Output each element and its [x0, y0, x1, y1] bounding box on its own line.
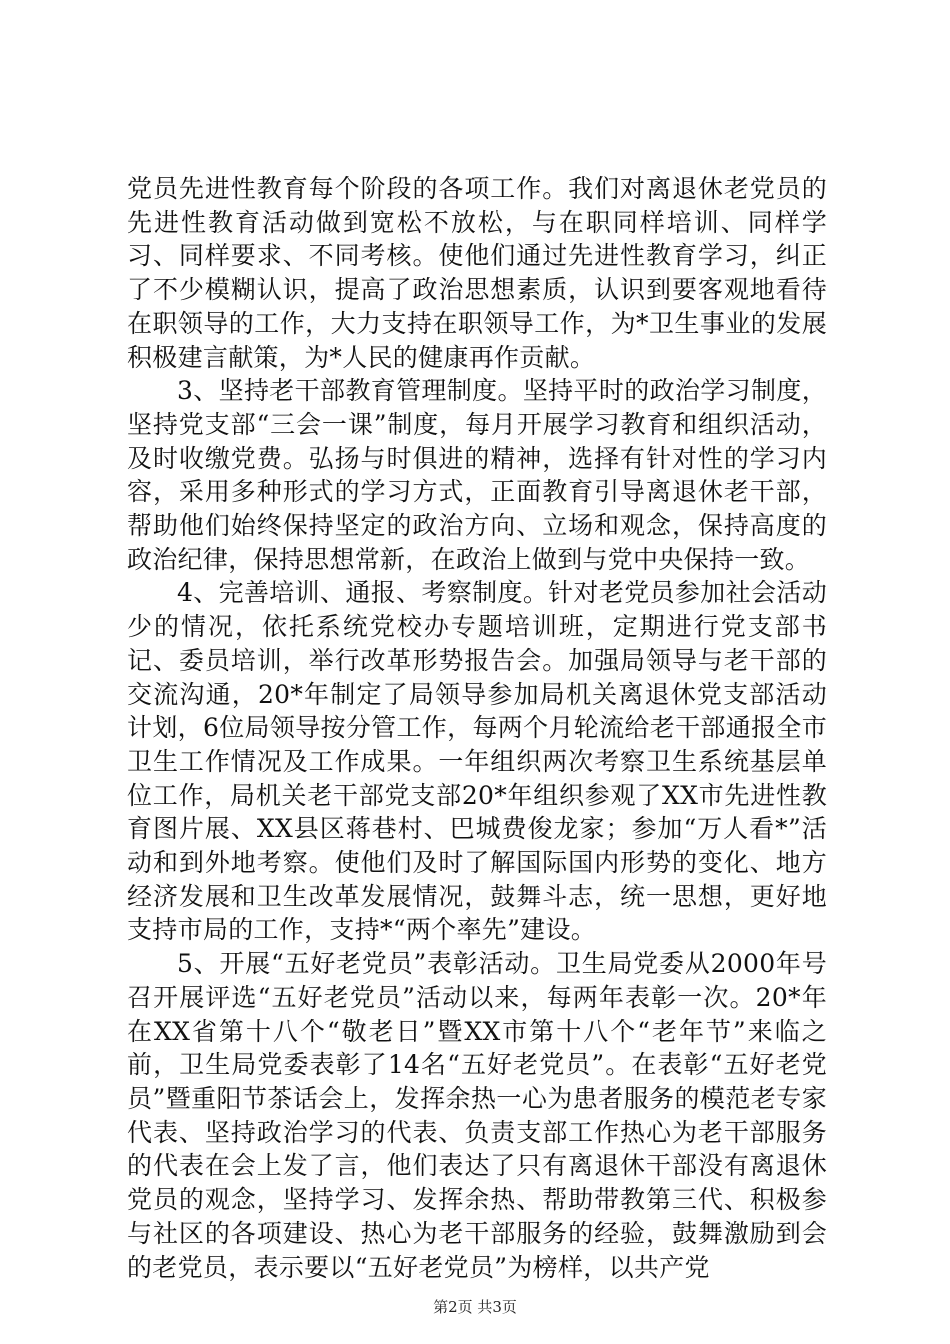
paragraph-item-3: 3、坚持老干部教育管理制度。坚持平时的政治学习制度，坚持党支部“三会一课”制度，每月开展学习教育和组织活动，及时收缴党费。弘扬与时俱进的精神，选择有针对性的学习内容，采用多种形式的学习方式，正面教育引导离退休老干部，帮助他们始终保持坚定的政治方向、立场和观念，保持高度的政治纪律，保持思想常新，在政治上做到与党中央保持一致。 — [127, 376, 827, 574]
paragraph-item-4: 4、完善培训、通报、考察制度。针对老党员参加社会活动少的情况，依托系统党校办专题培训班，定期进行党支部书记、委员培训，举行改革形势报告会。加强局领导与老干部的交流沟通，20*年制定了局领导参加局机关离退休党支部活动计划，6位局领导按分管工作，每两个月轮流给老干部通报全市卫生工作情况及工作成果。一年组织两次考察卫生系统基层单位工作，局机关老干部党支部20*年组织参观了XX市先进性教育图片展、XX县区蒋巷村、巴城费俊龙家；参加“万人看*”活动和到外地考察。使他们及时了解国际国内形势的变化、地方经济发展和卫生改革发展情况，鼓舞斗志，统一思想，更好地支持市局的工作，支持*“两个率先”建设。 — [127, 578, 827, 945]
page-number-footer: 第2页 共3页 — [433, 1298, 517, 1316]
paragraph-item-5: 5、开展“五好老党员”表彰活动。卫生局党委从2000年号召开展评选“五好老党员”活动以来，每两年表彰一次。20*年在XX省第十八个“敬老日”暨XX市第十八个“老年节”来临之前，卫生局党委表彰了14名“五好老党员”。在表彰“五好老党员”暨重阳节茶话会上，发挥余热一心为患者服务的模范老专家代表、坚持政治学习的代表、负责支部工作热心为老干部服务的代表在会上发了言，他们表达了只有离退休干部没有离退休党员的观念，坚持学习、发挥余热、帮助带教第三代、积极参与社区的各项建设、热心为老干部服务的经验，鼓舞激励到会的老党员，表示要以“五好老党员”为榜样，以共产党 — [127, 949, 827, 1282]
document-body — [127, 172, 827, 1284]
paragraph-continuation: 党员先进性教育每个阶段的各项工作。我们对离退休老党员的先进性教育活动做到宽松不放松，与在职同样培训、同样学习、同样要求、不同考核。使他们通过先进性教育学习，纠正了不少模糊认识，提高了政治思想素质，认识到要客观地看待在职领导的工作，大力支持在职领导工作，为*卫生事业的发展积极建言献策，为*人民的健康再作贡献。 — [127, 174, 827, 372]
